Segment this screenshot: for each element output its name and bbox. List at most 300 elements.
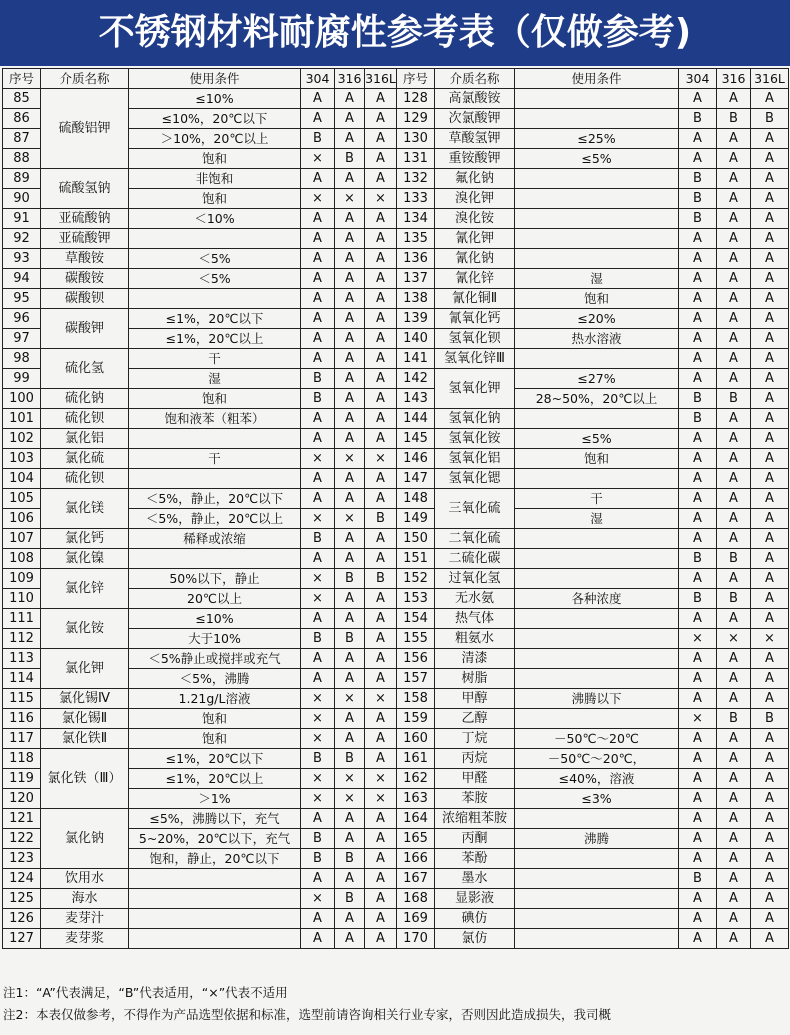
row-number: 121	[3, 809, 41, 829]
grade-316-rating: B	[717, 109, 751, 129]
row-number: 98	[3, 349, 41, 369]
grade-316-rating: ×	[335, 789, 365, 809]
grade-304-rating: ×	[301, 769, 335, 789]
row-number: 119	[3, 769, 41, 789]
header-condition: 使用条件	[515, 69, 679, 89]
medium-name: 无水氨	[435, 589, 515, 609]
grade-316l-rating: ×	[365, 769, 397, 789]
medium-name: 氯化钙	[41, 529, 129, 549]
grade-304-rating: A	[301, 809, 335, 829]
table-row	[3, 609, 789, 629]
grade-316l-rating: A	[751, 909, 789, 929]
grade-304-rating: B	[301, 529, 335, 549]
row-number: 164	[397, 809, 435, 829]
table-row	[3, 449, 789, 469]
grade-304-rating: B	[301, 369, 335, 389]
medium-name: 三氧化硫	[435, 489, 515, 529]
grade-316l-rating: A	[365, 929, 397, 949]
table-row	[3, 729, 789, 749]
use-condition	[515, 929, 679, 949]
grade-304-rating: A	[301, 309, 335, 329]
row-number: 148	[397, 489, 435, 509]
use-condition: 大于10%	[129, 629, 301, 649]
table-row	[3, 809, 789, 829]
table-row	[3, 409, 789, 429]
row-number: 102	[3, 429, 41, 449]
grade-316l-rating: ×	[365, 689, 397, 709]
grade-316l-rating: A	[365, 869, 397, 889]
table-row	[3, 549, 789, 569]
row-number: 144	[397, 409, 435, 429]
grade-304-rating: ×	[301, 149, 335, 169]
grade-316l-rating: B	[751, 709, 789, 729]
grade-316l-rating: A	[751, 489, 789, 509]
grade-304-rating: A	[679, 929, 717, 949]
medium-name: 氰氧化钙	[435, 309, 515, 329]
grade-316-rating: A	[335, 649, 365, 669]
use-condition: 干	[515, 489, 679, 509]
use-condition: 湿	[515, 269, 679, 289]
grade-316l-rating: A	[365, 389, 397, 409]
grade-304-rating: A	[679, 569, 717, 589]
grade-316-rating: A	[335, 329, 365, 349]
use-condition: ≤1%，20℃以上	[129, 769, 301, 789]
grade-316-rating: A	[335, 169, 365, 189]
grade-316l-rating: A	[365, 589, 397, 609]
use-condition: 沸腾	[515, 829, 679, 849]
use-condition: 饱和	[129, 709, 301, 729]
table-row	[3, 269, 789, 289]
use-condition	[515, 709, 679, 729]
grade-316-rating: A	[717, 609, 751, 629]
row-number: 85	[3, 89, 41, 109]
medium-name: 重铵酸钾	[435, 149, 515, 169]
grade-316l-rating: A	[751, 809, 789, 829]
use-condition: ≤10%	[129, 89, 301, 109]
medium-name: 氯化镍	[41, 549, 129, 569]
use-condition	[129, 549, 301, 569]
grade-316l-rating: A	[751, 729, 789, 749]
use-condition: ≤1%，20℃以下	[129, 749, 301, 769]
medium-name: 二氧化硫	[435, 529, 515, 549]
grade-316l-rating: A	[365, 169, 397, 189]
grade-304-rating: A	[679, 769, 717, 789]
grade-316-rating: A	[335, 609, 365, 629]
grade-316l-rating: A	[365, 629, 397, 649]
grade-316-rating: A	[717, 669, 751, 689]
use-condition: 饱和	[515, 449, 679, 469]
row-number: 94	[3, 269, 41, 289]
medium-name: 氢氧化铝	[435, 449, 515, 469]
grade-316l-rating: A	[365, 609, 397, 629]
grade-304-rating: A	[301, 269, 335, 289]
grade-316l-rating: A	[751, 529, 789, 549]
medium-name: 碳酸铵	[41, 269, 129, 289]
row-number: 106	[3, 509, 41, 529]
use-condition	[515, 189, 679, 209]
grade-316l-rating: A	[365, 89, 397, 109]
use-condition	[515, 409, 679, 429]
grade-304-rating: A	[301, 469, 335, 489]
grade-304-rating: ×	[301, 449, 335, 469]
row-number: 120	[3, 789, 41, 809]
row-number: 86	[3, 109, 41, 129]
use-condition	[515, 569, 679, 589]
table-row	[3, 89, 789, 109]
grade-316-rating: A	[717, 189, 751, 209]
row-number: 140	[397, 329, 435, 349]
grade-316l-rating: B	[751, 109, 789, 129]
grade-316-rating: A	[717, 749, 751, 769]
row-number: 109	[3, 569, 41, 589]
grade-316-rating: B	[335, 149, 365, 169]
grade-316-rating: A	[717, 269, 751, 289]
grade-316-rating: A	[335, 709, 365, 729]
row-number: 90	[3, 189, 41, 209]
grade-304-rating: B	[301, 849, 335, 869]
grade-316-rating: A	[717, 169, 751, 189]
grade-316-rating: A	[335, 209, 365, 229]
grade-316-rating: A	[717, 689, 751, 709]
medium-name: 乙醇	[435, 709, 515, 729]
row-number: 159	[397, 709, 435, 729]
grade-316l-rating: A	[365, 309, 397, 329]
use-condition: ≤5%	[515, 149, 679, 169]
grade-316l-rating: A	[365, 909, 397, 929]
medium-name: 显影液	[435, 889, 515, 909]
grade-316l-rating: A	[751, 209, 789, 229]
row-number: 93	[3, 249, 41, 269]
grade-304-rating: ×	[679, 709, 717, 729]
grade-316l-rating: A	[365, 889, 397, 909]
grade-316-rating: A	[717, 889, 751, 909]
medium-name: 氰化钾	[435, 229, 515, 249]
use-condition: 沸腾以下	[515, 689, 679, 709]
row-number: 129	[397, 109, 435, 129]
row-number: 163	[397, 789, 435, 809]
header-medium: 介质名称	[435, 69, 515, 89]
medium-name: 亚硫酸钠	[41, 209, 129, 229]
use-condition: 非饱和	[129, 169, 301, 189]
row-number: 150	[397, 529, 435, 549]
use-condition	[129, 929, 301, 949]
note-1: 注1：“A”代表满足，“B”代表适用，“×”代表不适用	[3, 985, 288, 1000]
medium-name: 氯仿	[435, 929, 515, 949]
grade-316-rating: A	[335, 229, 365, 249]
grade-316l-rating: A	[751, 409, 789, 429]
medium-name: 丁烷	[435, 729, 515, 749]
grade-304-rating: A	[679, 729, 717, 749]
medium-name: 麦芽汁	[41, 909, 129, 929]
grade-316l-rating: A	[365, 349, 397, 369]
grade-316-rating: A	[717, 649, 751, 669]
grade-316-rating: A	[717, 149, 751, 169]
grade-316-rating: B	[717, 389, 751, 409]
grade-304-rating: A	[679, 89, 717, 109]
grade-316-rating: A	[335, 829, 365, 849]
row-number: 161	[397, 749, 435, 769]
use-condition	[129, 469, 301, 489]
use-condition: 28~50%，20℃以上	[515, 389, 679, 409]
row-number: 139	[397, 309, 435, 329]
medium-name: 溴化钾	[435, 189, 515, 209]
table-row	[3, 229, 789, 249]
table-row	[3, 529, 789, 549]
grade-316l-rating: A	[751, 149, 789, 169]
row-number: 155	[397, 629, 435, 649]
medium-name: 粗氨水	[435, 629, 515, 649]
medium-name: 甲醛	[435, 769, 515, 789]
row-number: 156	[397, 649, 435, 669]
use-condition: ≤27%	[515, 369, 679, 389]
grade-304-rating: A	[301, 409, 335, 429]
grade-304-rating: A	[679, 809, 717, 829]
table-row	[3, 209, 789, 229]
row-number: 122	[3, 829, 41, 849]
medium-name: 丙烷	[435, 749, 515, 769]
grade-304-rating: A	[301, 429, 335, 449]
grade-316l-rating: A	[365, 429, 397, 449]
use-condition: 饱和	[129, 729, 301, 749]
row-number: 124	[3, 869, 41, 889]
use-condition: ＜5%	[129, 249, 301, 269]
row-number: 151	[397, 549, 435, 569]
grade-316-rating: A	[335, 809, 365, 829]
medium-name: 氢氧化锶	[435, 469, 515, 489]
table-row	[3, 289, 789, 309]
row-number: 123	[3, 849, 41, 869]
grade-316-rating: B	[717, 589, 751, 609]
grade-316-rating: A	[717, 369, 751, 389]
grade-316-rating: A	[717, 789, 751, 809]
row-number: 136	[397, 249, 435, 269]
medium-name: 氯化铁（Ⅲ）	[41, 749, 129, 809]
use-condition	[515, 209, 679, 229]
use-condition	[515, 529, 679, 549]
row-number: 138	[397, 289, 435, 309]
header-no: 序号	[397, 69, 435, 89]
grade-304-rating: A	[679, 789, 717, 809]
grade-316-rating: A	[335, 389, 365, 409]
grade-316l-rating: A	[365, 809, 397, 829]
use-condition: ＞10%，20℃以上	[129, 129, 301, 149]
grade-316l-rating: A	[365, 829, 397, 849]
row-number: 128	[397, 89, 435, 109]
table-row	[3, 749, 789, 769]
grade-316l-rating: A	[365, 409, 397, 429]
medium-name: 硫化钡	[41, 469, 129, 489]
medium-name: 苯胺	[435, 789, 515, 809]
grade-304-rating: A	[301, 289, 335, 309]
grade-316l-rating: ×	[365, 789, 397, 809]
grade-316-rating: B	[335, 889, 365, 909]
grade-316-rating: A	[717, 829, 751, 849]
grade-316l-rating: A	[365, 549, 397, 569]
grade-316l-rating: A	[365, 489, 397, 509]
row-number: 142	[397, 369, 435, 389]
grade-316-rating: B	[335, 749, 365, 769]
medium-name: 氢氧化钾	[435, 369, 515, 409]
table-row	[3, 709, 789, 729]
medium-name: 溴化铵	[435, 209, 515, 229]
use-condition: 饱和	[129, 149, 301, 169]
row-number: 116	[3, 709, 41, 729]
use-condition: 饱和	[515, 289, 679, 309]
grade-304-rating: A	[301, 489, 335, 509]
use-condition: －50℃～20℃，	[515, 749, 679, 769]
grade-316-rating: A	[717, 929, 751, 949]
use-condition	[515, 469, 679, 489]
grade-304-rating: B	[679, 549, 717, 569]
table-row	[3, 309, 789, 329]
notes	[3, 982, 789, 1026]
grade-304-rating: B	[679, 589, 717, 609]
grade-304-rating: A	[679, 449, 717, 469]
row-number: 132	[397, 169, 435, 189]
row-number: 166	[397, 849, 435, 869]
use-condition: 1.21g/L溶液	[129, 689, 301, 709]
grade-316-rating: A	[335, 529, 365, 549]
note-2: 注2：本表仅做参考，不得作为产品选型依据和标准，选型前请咨询相关行业专家，否则因此造成损失，我司概	[3, 1007, 611, 1022]
grade-316-rating: A	[335, 929, 365, 949]
row-number: 149	[397, 509, 435, 529]
grade-316l-rating: A	[751, 889, 789, 909]
use-condition: 各种浓度	[515, 589, 679, 609]
grade-304-rating: A	[301, 209, 335, 229]
grade-304-rating: A	[301, 249, 335, 269]
table-row	[3, 469, 789, 489]
row-number: 89	[3, 169, 41, 189]
header-316l: 316L	[365, 69, 397, 89]
grade-316l-rating: A	[365, 289, 397, 309]
medium-name: 氰化钠	[435, 249, 515, 269]
use-condition: ≤5%	[515, 429, 679, 449]
use-condition	[515, 629, 679, 649]
medium-name: 草酸铵	[41, 249, 129, 269]
use-condition	[129, 229, 301, 249]
grade-316l-rating: A	[751, 309, 789, 329]
grade-304-rating: A	[679, 149, 717, 169]
grade-316l-rating: A	[751, 829, 789, 849]
grade-304-rating: A	[301, 549, 335, 569]
grade-316l-rating: A	[365, 229, 397, 249]
grade-304-rating: A	[679, 509, 717, 529]
medium-name: 草酸氢钾	[435, 129, 515, 149]
use-condition	[129, 869, 301, 889]
grade-304-rating: A	[679, 309, 717, 329]
grade-304-rating: A	[301, 89, 335, 109]
grade-316-rating: ×	[335, 689, 365, 709]
grade-316-rating: A	[717, 849, 751, 869]
grade-316-rating: A	[335, 469, 365, 489]
header-medium: 介质名称	[41, 69, 129, 89]
header-304: 304	[679, 69, 717, 89]
medium-name: 氢氧化钠	[435, 409, 515, 429]
use-condition	[129, 289, 301, 309]
table-row	[3, 349, 789, 369]
use-condition	[515, 549, 679, 569]
use-condition	[515, 229, 679, 249]
grade-316-rating: ×	[335, 509, 365, 529]
grade-316-rating: B	[717, 709, 751, 729]
use-condition: 饱和	[129, 389, 301, 409]
use-condition	[515, 809, 679, 829]
grade-316l-rating: A	[365, 269, 397, 289]
grade-316-rating: ×	[335, 769, 365, 789]
use-condition	[515, 249, 679, 269]
row-number: 127	[3, 929, 41, 949]
grade-304-rating: A	[679, 749, 717, 769]
grade-316-rating: A	[717, 429, 751, 449]
header-row	[3, 69, 789, 89]
grade-304-rating: A	[679, 849, 717, 869]
row-number: 92	[3, 229, 41, 249]
grade-316-rating: A	[717, 129, 751, 149]
grade-304-rating: B	[301, 389, 335, 409]
grade-316-rating: A	[717, 289, 751, 309]
grade-316-rating: B	[717, 549, 751, 569]
use-condition	[515, 109, 679, 129]
row-number: 110	[3, 589, 41, 609]
grade-316-rating: A	[335, 549, 365, 569]
grade-304-rating: ×	[301, 789, 335, 809]
row-number: 87	[3, 129, 41, 149]
header-no: 序号	[3, 69, 41, 89]
grade-316l-rating: A	[751, 749, 789, 769]
grade-316l-rating: A	[365, 209, 397, 229]
grade-304-rating: ×	[679, 629, 717, 649]
grade-316l-rating: A	[751, 249, 789, 269]
row-number: 126	[3, 909, 41, 929]
use-condition	[515, 169, 679, 189]
row-number: 117	[3, 729, 41, 749]
use-condition: 饱和	[129, 189, 301, 209]
grade-316l-rating: A	[751, 929, 789, 949]
grade-304-rating: ×	[301, 709, 335, 729]
grade-304-rating: ×	[301, 729, 335, 749]
row-number: 103	[3, 449, 41, 469]
grade-316-rating: A	[717, 229, 751, 249]
row-number: 145	[397, 429, 435, 449]
medium-name: 氯化钾	[41, 649, 129, 689]
row-number: 169	[397, 909, 435, 929]
row-number: 101	[3, 409, 41, 429]
grade-304-rating: B	[679, 409, 717, 429]
medium-name: 氰化锌	[435, 269, 515, 289]
row-number: 99	[3, 369, 41, 389]
grade-316-rating: A	[717, 249, 751, 269]
grade-316l-rating: A	[365, 749, 397, 769]
corrosion-table	[2, 68, 789, 949]
grade-316l-rating: A	[365, 529, 397, 549]
grade-316-rating: A	[717, 469, 751, 489]
row-number: 153	[397, 589, 435, 609]
grade-304-rating: A	[679, 369, 717, 389]
grade-304-rating: A	[679, 829, 717, 849]
grade-316l-rating: A	[365, 129, 397, 149]
header-316: 316	[717, 69, 751, 89]
medium-name: 氯化铁Ⅱ	[41, 729, 129, 749]
grade-316-rating: B	[335, 849, 365, 869]
grade-304-rating: A	[679, 129, 717, 149]
grade-316l-rating: A	[751, 849, 789, 869]
grade-304-rating: A	[679, 909, 717, 929]
row-number: 125	[3, 889, 41, 909]
grade-304-rating: B	[679, 189, 717, 209]
row-number: 168	[397, 889, 435, 909]
medium-name: 墨水	[435, 869, 515, 889]
row-number: 91	[3, 209, 41, 229]
